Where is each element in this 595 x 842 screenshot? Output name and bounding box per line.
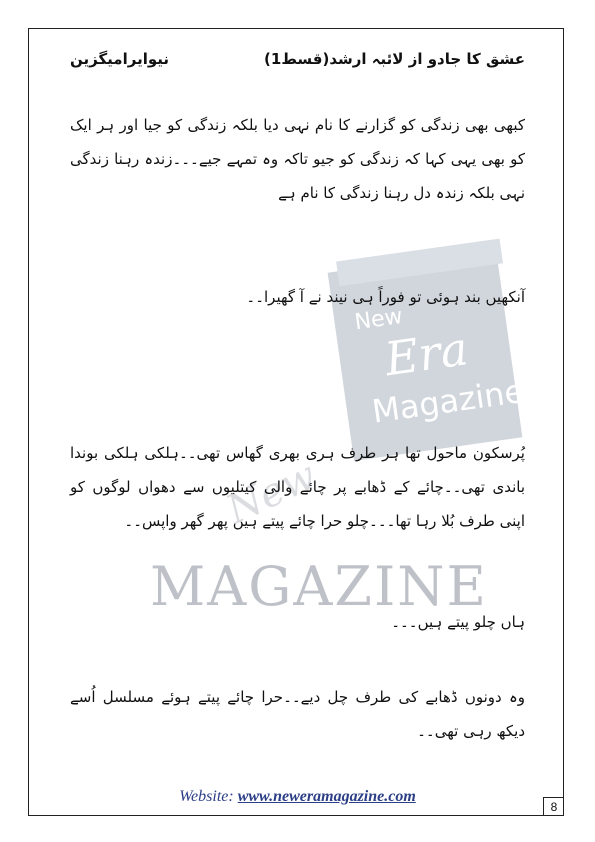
logo-era-text: Era bbox=[381, 321, 472, 387]
watermark-new-text: New bbox=[219, 452, 324, 534]
paragraph-4: ہاں چلو پیتے ہیں۔۔۔ bbox=[391, 613, 525, 631]
logo-new-text: New bbox=[353, 303, 405, 336]
story-title: عشق کا جادو از لائبہ ارشد(قسط1) bbox=[264, 50, 525, 68]
paragraph-3: پُرسکون ماحول تھا ہر طرف ہری بھری گھاس تھی۔۔ہلکی ہلکی بوندا باندی تھی۔۔چائے کے ڈھابے پر چائے والی کیتلیوں سے دھواں لوگوں کو اپنی طرف بُلا رہا تھا۔۔۔چلو حرا چائے پیتے ہیں پھر گھر واپس۔۔ bbox=[70, 444, 525, 530]
footer-label: Website: bbox=[179, 788, 234, 805]
logo-magazine-text: Magazine bbox=[369, 371, 527, 431]
paragraph-5: وہ دونوں ڈھابے کی طرف چل دیے۔۔حرا چائے پیتے ہوئے مسلسل اُسے دیکھ رہی تھی۔۔ bbox=[70, 688, 525, 740]
page-header bbox=[70, 44, 525, 74]
paragraph-1: کبھی بھی زندگی کو گزارنے کا نام نہی دیا بلکہ زندگی کو جیا اور ہر ایک کو بھی یہی کہا کہ زندگی کو جیو تاکہ وہ تمہے جیے۔۔۔زندہ رہنا زندگی نہی بلکہ زندہ دل رہنا زندگی کا نام ہے bbox=[70, 116, 525, 202]
footer bbox=[0, 788, 595, 806]
paragraph-2: آنکھیں بند ہوئی تو فوراً ہی نیند نے آ گھیرا۔۔ bbox=[246, 288, 525, 306]
website-link[interactable]: www.neweramagazine.com bbox=[237, 788, 416, 805]
publisher-name: نیوایرامیگزین bbox=[70, 50, 170, 68]
page-number: 8 bbox=[543, 797, 564, 816]
watermark-magazine-text: MAGAZINE bbox=[150, 555, 488, 618]
